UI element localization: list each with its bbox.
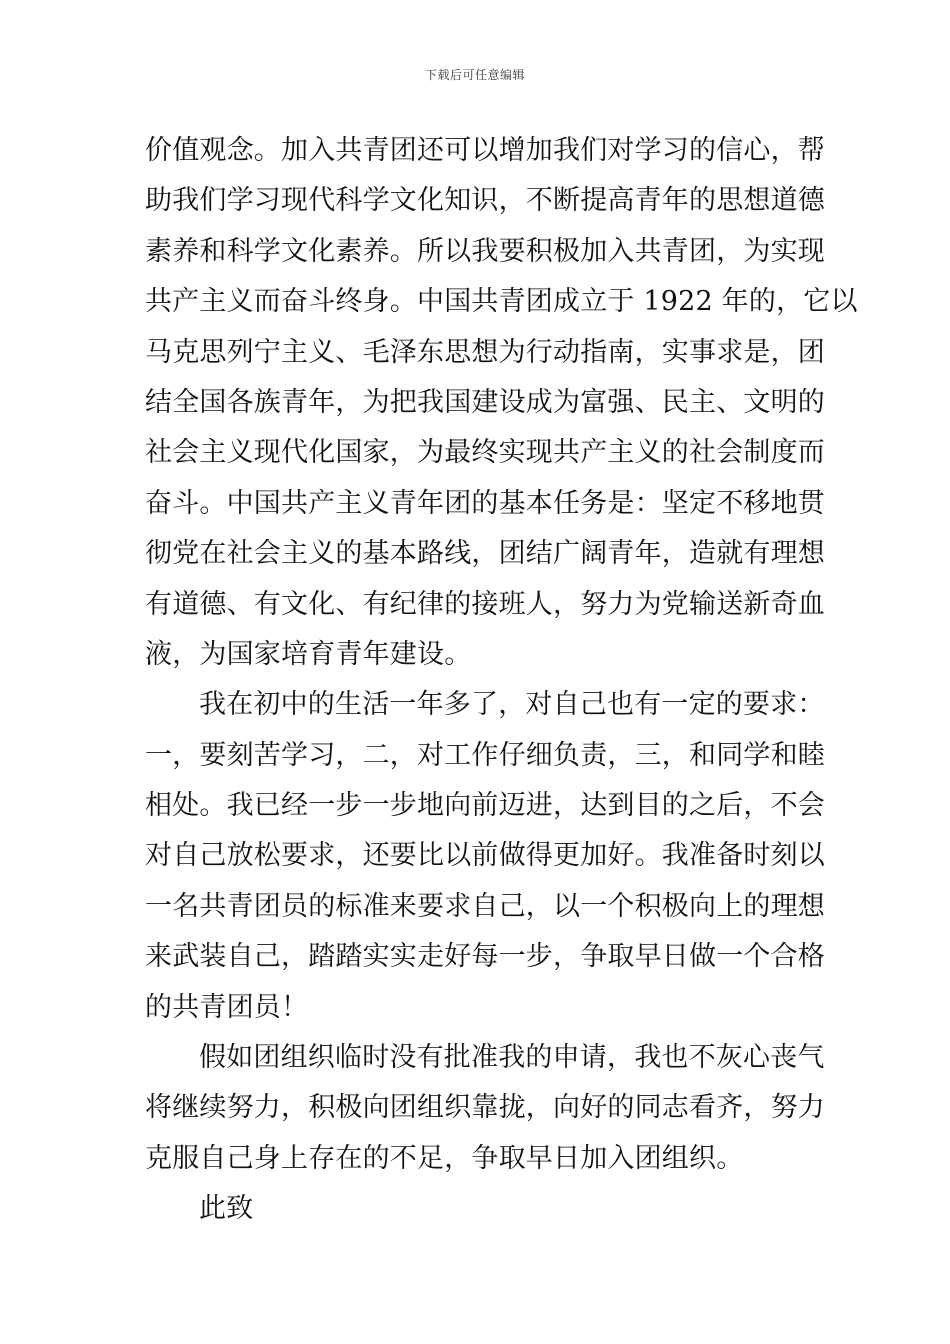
body-line-14: 相处。我已经一步一步地向前迈进，达到目的之后，不会 [145,790,825,822]
body-line-17: 来武装自己，踏踏实实走好每一步，争取早日做一个合格 [145,941,825,973]
body-line-7: 社会主义现代化国家，为最终实现共产主义的社会制度而 [145,437,825,469]
body-line-16: 一名共青团员的标准来要求自己，以一个积极向上的理想 [145,890,825,922]
body-line-18: 的共青团员！ [145,991,309,1023]
body-line-6: 结全国各族青年，为把我国建设成为富强、民主、文明的 [145,386,825,418]
body-line-2: 助我们学习现代科学文化知识，不断提高青年的思想道德 [145,185,825,217]
body-line-13: 一，要刻苦学习，二，对工作仔细负责，三，和同学和睦 [145,739,825,771]
document-body [145,126,858,1235]
page-header: 下载后可任意编辑 [424,68,525,82]
body-line-21: 克服自己身上存在的不足，争取早日加入团组织。 [145,1142,744,1174]
body-line-3: 素养和科学文化素养。所以我要积极加入共青团，为实现 [145,235,825,267]
body-line-11: 液，为国家培育青年建设。 [145,638,472,670]
paragraph-start-line: 我在初中的生活一年多了，对自己也有一定的要求： [199,689,825,721]
body-line-15: 对自己放松要求，还要比以前做得更加好。我准备时刻以 [145,840,825,872]
body-line-4: 共产主义而奋斗终身。中国共青团成立于 1922 年的，它以 [145,286,858,318]
body-line-10: 有道德、有文化、有纪律的接班人，努力为党输送新奇血 [145,588,825,620]
closing-salutation: 此致 [199,1193,254,1225]
body-line-8: 奋斗。中国共产主义青年团的基本任务是：坚定不移地贯 [145,487,825,519]
body-line-5: 马克思列宁主义、毛泽东思想为行动指南，实事求是，团 [145,336,825,368]
paragraph-start-line: 假如团组织临时没有批准我的申请，我也不灰心丧气 [199,1042,825,1074]
body-line-9: 彻党在社会主义的基本路线，团结广阔青年，造就有理想 [145,538,825,570]
body-line-20: 将继续努力，积极向团组织靠拢，向好的同志看齐，努力 [145,1092,825,1124]
body-line-1: 价值观念。加入共青团还可以增加我们对学习的信心，帮 [145,135,825,166]
